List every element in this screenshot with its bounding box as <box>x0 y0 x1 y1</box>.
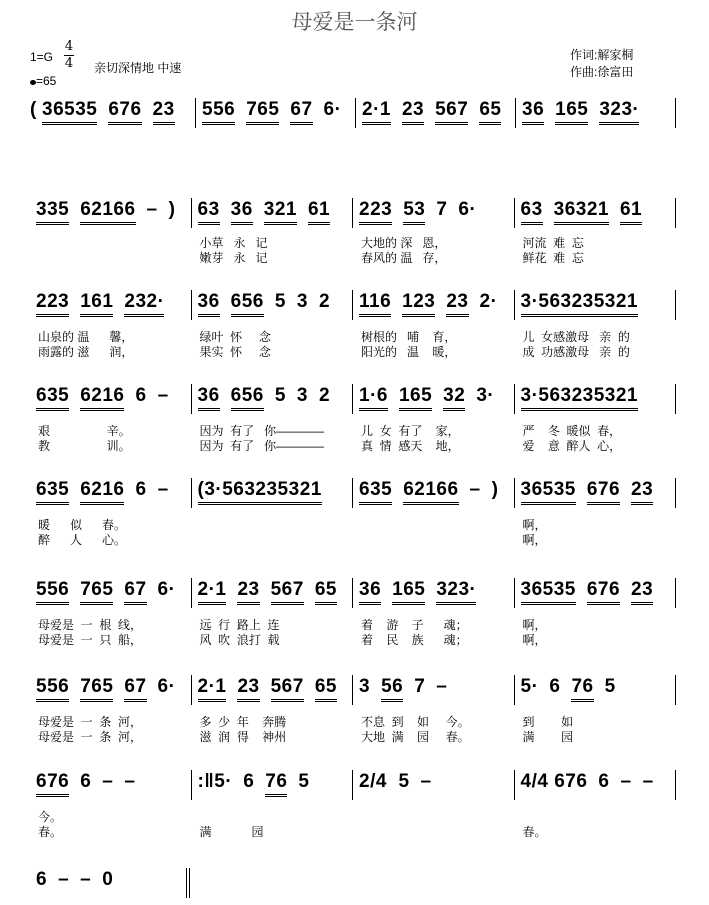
note-group: (3·563235321 <box>198 478 322 505</box>
note-group: 1·6 <box>359 384 388 411</box>
lyric-measure <box>30 236 192 251</box>
note-group: 3·563235321 <box>521 290 639 317</box>
lyric-measure: 母爱是 一 只 船， <box>38 633 143 647</box>
lyric-measure: 春。 <box>522 825 547 839</box>
lyric-measure: 母爱是 一 根 线， <box>38 618 143 632</box>
note-group: 3 <box>296 291 308 312</box>
measure <box>515 478 677 508</box>
note-group: 567 <box>271 675 304 702</box>
lyric-measure: 严 冬 暖似 春， <box>522 424 622 438</box>
lyrics-verse-1 <box>30 330 676 345</box>
lyrics-verse-2 <box>30 345 676 360</box>
lyric-measure: 满 园 <box>522 730 574 744</box>
measure <box>515 198 677 228</box>
measure <box>515 384 677 414</box>
measure <box>353 478 515 508</box>
note-group: 567 <box>435 98 468 125</box>
note-group: 656 <box>231 290 264 317</box>
note-group: 32 <box>443 384 465 411</box>
tempo-marking <box>30 74 56 88</box>
lyrics-verse-2 <box>30 730 676 745</box>
key-signature: 1=G <box>30 50 54 64</box>
lyric-measure <box>192 518 354 533</box>
lyric-measure <box>192 810 354 825</box>
lyric-measure: 真 情 感天 地， <box>361 439 460 453</box>
note-group: 67 <box>124 578 146 605</box>
note-group: 6 <box>135 479 147 500</box>
notation-system <box>30 770 676 806</box>
note-group: 3· <box>476 385 495 406</box>
measure <box>353 290 515 320</box>
measure <box>353 578 515 608</box>
lyric-measure: 雨露的 滋 润， <box>38 345 134 359</box>
note-group: 2 <box>319 385 331 406</box>
lyric-measure: 滋 润 得 神州 <box>199 730 287 744</box>
lyric-measure: 风 吹 浪打 载 <box>199 633 280 647</box>
credits <box>570 47 633 81</box>
note-group: 2 <box>319 291 331 312</box>
note-group: – <box>436 676 448 697</box>
note-group: 656 <box>231 384 264 411</box>
measure <box>192 770 354 800</box>
note-group: 36 <box>522 98 544 125</box>
note-group: 36 <box>198 384 220 411</box>
measure <box>192 198 354 228</box>
lyrics-verse-1 <box>30 715 676 730</box>
lyric-measure: 教 训。 <box>38 439 131 453</box>
measure <box>515 578 677 608</box>
measure <box>192 478 354 508</box>
note-group: 556 <box>36 675 69 702</box>
measure <box>516 98 676 128</box>
lyric-measure: 山泉的 温 馨， <box>38 330 134 344</box>
lyric-measure: 儿 女 有了 家， <box>361 424 460 438</box>
lyric-measure: 因为 有了 你———— <box>199 424 325 438</box>
note-group: 676 <box>36 770 69 797</box>
note-group: 323· <box>599 98 639 125</box>
lyric-measure: 阳光的 温 暖， <box>361 345 457 359</box>
note-group: – <box>58 869 70 890</box>
lyric-measure: 艰 辛。 <box>38 424 131 438</box>
note-group: 3 <box>296 385 308 406</box>
note-group: 6 <box>135 385 147 406</box>
note-group: 23 <box>237 675 259 702</box>
lyricist: 作词:解家桐 <box>570 48 634 62</box>
lyric-measure: 啊， <box>522 618 547 632</box>
note-group: 23 <box>402 98 424 125</box>
measure <box>192 384 354 414</box>
lyric-measure <box>353 810 515 825</box>
notation-system <box>30 198 676 234</box>
note-group: 7 <box>436 199 448 220</box>
lyrics-verse-1 <box>30 424 676 439</box>
lyrics-verse-2 <box>30 825 676 840</box>
measure <box>192 675 354 705</box>
measure <box>36 98 196 128</box>
measure <box>515 770 677 800</box>
measure <box>30 198 192 228</box>
lyric-measure: 鲜花 难 忘 <box>522 251 584 265</box>
lyrics-verse-1 <box>30 810 676 825</box>
lyric-measure: 啊， <box>522 633 547 647</box>
lyric-measure: 河流 难 忘 <box>522 236 584 250</box>
lyrics-verse-2 <box>30 633 676 648</box>
note-group: 2·1 <box>362 98 391 125</box>
note-group: 3 <box>359 676 371 697</box>
note-group: 4/4 676 <box>520 771 588 792</box>
lyrics-verse-2 <box>30 251 676 266</box>
note-group: 62166 <box>403 478 458 505</box>
lyric-measure: 远 行 路上 连 <box>199 618 280 632</box>
composer: 作曲:徐富田 <box>570 65 634 79</box>
note-group: 6 <box>549 676 561 697</box>
lyric-measure: 春风的 温 存， <box>361 251 447 265</box>
note-group: 765 <box>80 578 113 605</box>
note-group: 67 <box>124 675 146 702</box>
lyric-measure <box>353 533 515 548</box>
note-group: 61 <box>308 198 330 225</box>
note-group: 0 <box>102 869 114 890</box>
note-group: 556 <box>36 578 69 605</box>
lyric-measure: 着 民 族 魂； <box>361 633 468 647</box>
note-group: 5 <box>274 291 286 312</box>
note-group: 36535 <box>521 578 576 605</box>
note-group: 635 <box>36 478 69 505</box>
lyric-measure <box>515 810 677 825</box>
note-group: 676 <box>587 478 620 505</box>
lyrics-verse-1 <box>30 618 676 633</box>
note-group: ) <box>168 199 176 220</box>
note-group: 6 <box>36 869 48 890</box>
note-group: 323· <box>436 578 476 605</box>
note-group: 23 <box>446 290 468 317</box>
note-group: – <box>469 479 481 500</box>
note-group: 76 <box>571 675 593 702</box>
lyric-measure: 满 园 <box>199 825 264 839</box>
note-group: 36321 <box>554 198 609 225</box>
measure <box>353 384 515 414</box>
time-signature-top: 4 <box>64 39 74 54</box>
measure <box>353 770 515 800</box>
note-group: 23 <box>153 98 175 125</box>
note-group: – <box>80 869 92 890</box>
note-group: 5 <box>604 676 616 697</box>
notation-system <box>30 578 676 614</box>
note-group: 676 <box>108 98 141 125</box>
note-group: 6 <box>598 771 610 792</box>
note-group: 765 <box>246 98 279 125</box>
note-group: 36535 <box>42 98 97 125</box>
note-group: 6· <box>157 579 176 600</box>
note-group: 556 <box>202 98 235 125</box>
notation-system <box>30 478 676 514</box>
measure <box>30 770 192 800</box>
lyric-measure: 大地的 深 恩， <box>361 236 447 250</box>
note-group: 232· <box>124 290 164 317</box>
lyric-measure: 啊， <box>522 518 547 532</box>
note-group: 165 <box>392 578 425 605</box>
note-group: 62166 <box>80 198 135 225</box>
expression-marking: 亲切深情地 中速 <box>94 61 182 75</box>
note-group: 6· <box>323 99 342 120</box>
measure <box>192 578 354 608</box>
note-group: 53 <box>403 198 425 225</box>
note-group: 36 <box>359 578 381 605</box>
note-group: 335 <box>36 198 69 225</box>
measure <box>515 290 677 320</box>
note-group: 123 <box>402 290 435 317</box>
note-group: 2/4 5 <box>359 771 410 792</box>
note-group: 63 <box>198 198 220 225</box>
note-group: 23 <box>237 578 259 605</box>
note-group: – <box>102 771 114 792</box>
lyrics-verse-2 <box>30 439 676 454</box>
note-group: 116 <box>359 290 391 317</box>
note-group: – <box>146 199 158 220</box>
notation-system <box>30 384 676 420</box>
lyrics-verse-1 <box>30 236 676 251</box>
note-group: – <box>124 771 136 792</box>
note-group: 5 <box>274 385 286 406</box>
measure <box>30 675 192 705</box>
note-group: 2·1 <box>198 578 227 605</box>
tempo-value: =65 <box>36 74 57 88</box>
note-group: 165 <box>555 98 588 125</box>
note-group: 36 <box>198 290 220 317</box>
lyric-measure <box>192 533 354 548</box>
note-group: 6 <box>243 771 255 792</box>
note-group: 6216 <box>80 384 124 411</box>
measure <box>356 98 516 128</box>
measure <box>30 290 192 320</box>
lyric-measure: 因为 有了 你———— <box>199 439 325 453</box>
lyric-measure: 树根的 哺 育， <box>361 330 457 344</box>
notation-system <box>30 675 676 711</box>
note-group: 65 <box>315 675 337 702</box>
lyric-measure: 今。 <box>38 810 63 824</box>
note-group: 2· <box>479 291 498 312</box>
note-group: 7 <box>414 676 426 697</box>
lyric-measure: 不息 到 如 今。 <box>361 715 470 729</box>
note-group: ) <box>491 479 499 500</box>
note-group: 6· <box>458 199 477 220</box>
measure <box>353 198 515 228</box>
note-group: 36535 <box>521 478 576 505</box>
note-group: 63 <box>521 198 543 225</box>
note-group: – <box>642 771 654 792</box>
note-group: – <box>157 479 169 500</box>
measure <box>196 98 356 128</box>
note-group: 65 <box>315 578 337 605</box>
opening-paren: ( <box>30 99 37 120</box>
lyric-measure <box>353 825 515 840</box>
note-group: 6216 <box>80 478 124 505</box>
note-group: 5 <box>298 771 310 792</box>
time-signature <box>64 40 74 71</box>
lyric-measure: 成 功感激母 亲 的 <box>522 345 630 359</box>
lyric-measure: 到 如 <box>522 715 574 729</box>
lyric-measure: 暖 似 春。 <box>38 518 127 532</box>
note-group: 635 <box>36 384 69 411</box>
song-title: 母爱是一条河 <box>291 10 418 34</box>
lyric-measure <box>353 518 515 533</box>
note-group: – <box>157 385 169 406</box>
note-group: 2·1 <box>198 675 227 702</box>
note-group: 6 <box>80 771 92 792</box>
measure <box>30 478 192 508</box>
lyric-measure: 着 游 子 魂； <box>361 618 468 632</box>
measure <box>30 384 192 414</box>
lyric-measure: 春。 <box>38 825 63 839</box>
note-group: – <box>620 771 632 792</box>
notation-system <box>30 290 676 326</box>
time-signature-bottom: 4 <box>64 56 74 71</box>
lyric-measure: 醉 人 心。 <box>38 533 127 547</box>
lyric-measure: 啊， <box>522 533 547 547</box>
note-group: 5· <box>520 676 539 697</box>
note-group: – <box>420 771 432 792</box>
note-group: 635 <box>359 478 392 505</box>
measure <box>30 578 192 608</box>
lyric-measure <box>30 251 192 266</box>
note-group: 23 <box>631 478 653 505</box>
lyric-measure: 嫩芽 永 记 <box>199 251 268 265</box>
measure <box>515 675 677 705</box>
note-group: 67 <box>290 98 312 125</box>
lyric-measure: 小草 永 记 <box>199 236 268 250</box>
lyric-measure: 母爱是 一 条 河， <box>38 730 143 744</box>
note-group: 36 <box>231 198 253 225</box>
note-group: 56 <box>381 675 403 702</box>
note-group: 165 <box>399 384 432 411</box>
lyrics-verse-1 <box>30 518 676 533</box>
lyrics-verse-2 <box>30 533 676 548</box>
lyric-measure: 儿 女感激母 亲 的 <box>522 330 630 344</box>
notation-system <box>30 98 676 134</box>
note-group: 65 <box>479 98 501 125</box>
note-group: 676 <box>587 578 620 605</box>
lyric-measure: 多 少 年 奔腾 <box>199 715 287 729</box>
note-group: 3·563235321 <box>521 384 639 411</box>
measure <box>353 675 515 705</box>
note-group: 765 <box>80 675 113 702</box>
note-group: 567 <box>271 578 304 605</box>
lyric-measure: 绿叶 怀 念 <box>199 330 271 344</box>
measure <box>192 290 354 320</box>
note-group: 321 <box>264 198 297 225</box>
note-group: 76 <box>265 770 287 797</box>
note-group: 6· <box>157 676 176 697</box>
lyric-measure: 大地 满 园 春。 <box>361 730 470 744</box>
note-group: 223 <box>359 198 392 225</box>
notation-system <box>30 868 190 904</box>
lyric-measure: 果实 怀 念 <box>199 345 271 359</box>
note-group: 61 <box>620 198 642 225</box>
measure <box>30 868 190 898</box>
lyric-measure: 母爱是 一 条 河， <box>38 715 143 729</box>
note-group: 23 <box>631 578 653 605</box>
note-group: :‖5· <box>197 771 233 792</box>
note-group: 223 <box>36 290 69 317</box>
note-group: 161 <box>80 290 113 317</box>
lyric-measure: 爱 意 醉人 心， <box>522 439 622 453</box>
